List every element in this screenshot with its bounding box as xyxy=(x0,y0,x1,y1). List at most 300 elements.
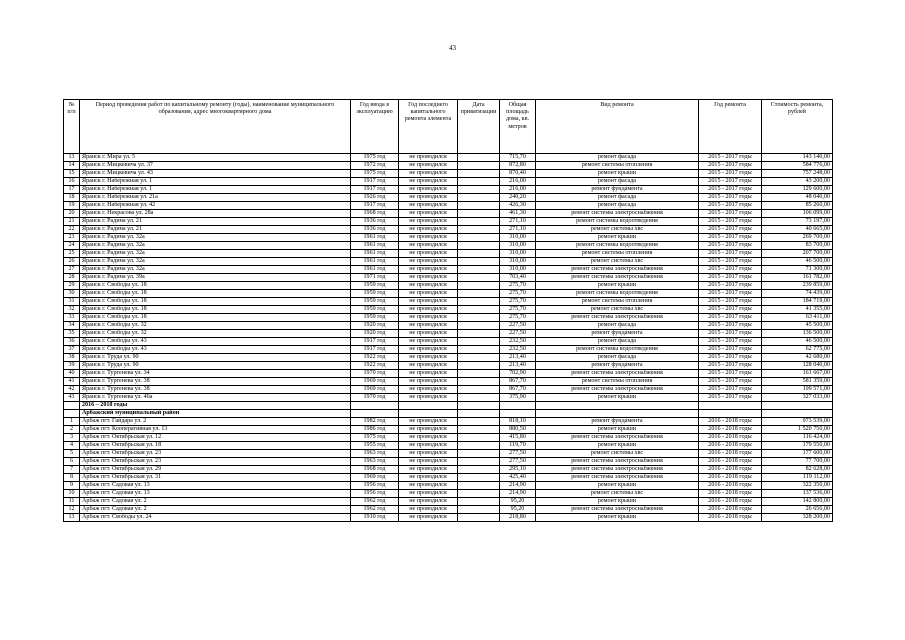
cell-repair-years xyxy=(699,402,762,410)
cell-address: Яранск г. Набережная ул. 1 xyxy=(80,178,351,186)
cell-cost: 62 775,00 xyxy=(762,346,833,354)
cell-cost: 40 665,00 xyxy=(762,226,833,234)
cell-cost: 73 197,00 xyxy=(762,218,833,226)
cell-num: 9 xyxy=(64,482,80,490)
cell-address: Яранск г. Радина ул. 32а xyxy=(80,234,351,242)
cell-year-built xyxy=(351,410,399,418)
cell-address: Арбаж пгт. Октябрьская ул. 18 xyxy=(80,442,351,450)
cell-address: Яранск г. Тургенева ул. 38 xyxy=(80,378,351,386)
cell-year-built: 1975 год xyxy=(351,170,399,178)
header-area: Общая площадь дома, кв. метров xyxy=(500,100,536,154)
cell-num: 21 xyxy=(64,218,80,226)
cell-privatization xyxy=(458,426,500,434)
cell-year-built: 1956 год xyxy=(351,490,399,498)
cell-year-built: 1959 год xyxy=(351,298,399,306)
cell-area: 702,90 xyxy=(500,370,536,378)
section-row xyxy=(64,410,833,418)
cell-privatization xyxy=(458,514,500,522)
cell-area: 95,20 xyxy=(500,498,536,506)
cell-repair-years: 2015 - 2017 годы xyxy=(699,194,762,202)
cell-privatization xyxy=(458,314,500,322)
cell-cost: 136 500,00 xyxy=(762,330,833,338)
table-row xyxy=(64,346,833,354)
cell-num: 13 xyxy=(64,514,80,522)
cell-repair-type: ремонт системы отопления xyxy=(536,378,699,386)
table-row xyxy=(64,434,833,442)
cell-area: 216,00 xyxy=(500,178,536,186)
cell-area xyxy=(500,402,536,410)
cell-year-built: 1956 год xyxy=(351,482,399,490)
cell-area: 867,70 xyxy=(500,386,536,394)
cell-num: 36 xyxy=(64,338,80,346)
cell-cost xyxy=(762,410,833,418)
cell-year-built: 1955 год xyxy=(351,442,399,450)
cell-repair-type: ремонт крыши xyxy=(536,442,699,450)
cell-address: Яранск г. Некрасова ул. 28а xyxy=(80,210,351,218)
cell-repair-years: 2015 - 2017 годы xyxy=(699,330,762,338)
cell-area: 426,30 xyxy=(500,202,536,210)
cell-privatization xyxy=(458,298,500,306)
header-repair-type: Вид ремонта xyxy=(536,100,699,154)
cell-num: 22 xyxy=(64,226,80,234)
cell-privatization xyxy=(458,218,500,226)
table-row xyxy=(64,282,833,290)
cell-year-built: 1982 год xyxy=(351,418,399,426)
cell-cost: 184 719,00 xyxy=(762,298,833,306)
cell-privatization xyxy=(458,498,500,506)
cell-address: Арбаж пгт. Гайдара ул. 2 xyxy=(80,418,351,426)
cell-year-built: 1959 год xyxy=(351,282,399,290)
table-row xyxy=(64,466,833,474)
cell-cost: 119 112,00 xyxy=(762,474,833,482)
cell-repair-years: 2015 - 2017 годы xyxy=(699,346,762,354)
cell-last-repair: не проводился xyxy=(399,362,458,370)
page-number: 43 xyxy=(449,44,456,52)
cell-privatization xyxy=(458,194,500,202)
cell-area: 818,10 xyxy=(500,418,536,426)
cell-area: 214,90 xyxy=(500,482,536,490)
cell-repair-years: 2016 - 2018 годы xyxy=(699,490,762,498)
table-row xyxy=(64,250,833,258)
cell-num: 20 xyxy=(64,210,80,218)
cell-repair-years: 2015 - 2017 годы xyxy=(699,386,762,394)
cell-address: Арбаж пгт. Садовая ул. 2 xyxy=(80,506,351,514)
cell-privatization xyxy=(458,466,500,474)
cell-area: 119,70 xyxy=(500,442,536,450)
cell-repair-type: ремонт фасада xyxy=(536,202,699,210)
cell-repair-type: ремонт фундамента xyxy=(536,362,699,370)
cell-repair-type: ремонт крыши xyxy=(536,170,699,178)
cell-last-repair: не проводился xyxy=(399,282,458,290)
cell-cost: 85 260,00 xyxy=(762,202,833,210)
cell-repair-type: ремонт фасада xyxy=(536,178,699,186)
header-last-repair: Год последнего капитального ремонта элемента xyxy=(399,100,458,154)
cell-repair-type: ремонт фасада xyxy=(536,154,699,162)
cell-num: 32 xyxy=(64,306,80,314)
cell-repair-type: ремонт системы электроснабжения xyxy=(536,386,699,394)
cell-repair-type: ремонт системы хвс xyxy=(536,226,699,234)
cell-num: 19 xyxy=(64,202,80,210)
cell-cost: 63 411,00 xyxy=(762,314,833,322)
cell-cost: 143 140,00 xyxy=(762,154,833,162)
table-row xyxy=(64,338,833,346)
cell-cost: 177 600,00 xyxy=(762,450,833,458)
cell-repair-years: 2015 - 2017 годы xyxy=(699,170,762,178)
cell-repair-type: ремонт крыши xyxy=(536,498,699,506)
cell-repair-years: 2016 - 2018 годы xyxy=(699,458,762,466)
cell-privatization xyxy=(458,282,500,290)
cell-area: 277,50 xyxy=(500,458,536,466)
cell-repair-years: 2015 - 2017 годы xyxy=(699,338,762,346)
cell-repair-years: 2016 - 2018 годы xyxy=(699,418,762,426)
table-row xyxy=(64,226,833,234)
cell-privatization xyxy=(458,402,500,410)
cell-cost: 199 571,00 xyxy=(762,386,833,394)
cell-year-built: 1922 год xyxy=(351,354,399,362)
cell-area: 271,10 xyxy=(500,226,536,234)
cell-cost: 41 355,00 xyxy=(762,306,833,314)
cell-cost: 43 200,00 xyxy=(762,178,833,186)
table-row xyxy=(64,218,833,226)
cell-year-built: 1917 год xyxy=(351,346,399,354)
cell-repair-years: 2015 - 2017 годы xyxy=(699,306,762,314)
table-row xyxy=(64,394,833,402)
cell-year-built: 1975 год xyxy=(351,154,399,162)
cell-num: 31 xyxy=(64,298,80,306)
cell-num: 42 xyxy=(64,386,80,394)
cell-year-built: 1969 год xyxy=(351,474,399,482)
cell-area: 227,50 xyxy=(500,322,536,330)
cell-address: Арбаж пгт. Октябрьская ул. 23 xyxy=(80,450,351,458)
cell-cost: 328 200,00 xyxy=(762,514,833,522)
cell-address: Яранск г. Свободы ул. 18 xyxy=(80,314,351,322)
cell-privatization xyxy=(458,186,500,194)
cell-repair-years: 2015 - 2017 годы xyxy=(699,266,762,274)
cell-privatization xyxy=(458,370,500,378)
cell-privatization xyxy=(458,346,500,354)
cell-cost: 142 800,00 xyxy=(762,498,833,506)
cell-num: 41 xyxy=(64,378,80,386)
cell-last-repair: не проводился xyxy=(399,154,458,162)
cell-repair-years: 2015 - 2017 годы xyxy=(699,370,762,378)
cell-address: Яранск г. Свободы ул. 43 xyxy=(80,338,351,346)
cell-last-repair: не проводился xyxy=(399,442,458,450)
cell-cost: 82 628,00 xyxy=(762,466,833,474)
cell-privatization xyxy=(458,162,500,170)
cell-cost: 77 700,00 xyxy=(762,458,833,466)
cell-num: 29 xyxy=(64,282,80,290)
cell-year-built: 1970 год xyxy=(351,394,399,402)
cell-last-repair: не проводился xyxy=(399,386,458,394)
cell-num: 37 xyxy=(64,346,80,354)
cell-address: Яранск г. Радина ул. 32а xyxy=(80,266,351,274)
cell-repair-years: 2015 - 2017 годы xyxy=(699,378,762,386)
cell-last-repair: не проводился xyxy=(399,186,458,194)
cell-area: 240,20 xyxy=(500,194,536,202)
cell-cost: 74 439,00 xyxy=(762,290,833,298)
cell-last-repair: не проводился xyxy=(399,322,458,330)
cell-num: 3 xyxy=(64,434,80,442)
cell-num: 28 xyxy=(64,274,80,282)
cell-area: 275,70 xyxy=(500,298,536,306)
cell-cost: 179 550,00 xyxy=(762,442,833,450)
cell-year-built: 1910 год xyxy=(351,514,399,522)
cell-year-built: 1920 год xyxy=(351,330,399,338)
cell-cost: 584 776,00 xyxy=(762,162,833,170)
cell-last-repair: не проводился xyxy=(399,234,458,242)
cell-last-repair: не проводился xyxy=(399,274,458,282)
cell-area: 703,40 xyxy=(500,274,536,282)
cell-year-built: 1926 год xyxy=(351,194,399,202)
cell-repair-type: ремонт фасада xyxy=(536,322,699,330)
cell-year-built xyxy=(351,402,399,410)
cell-last-repair: не проводился xyxy=(399,226,458,234)
cell-num: 1 xyxy=(64,418,80,426)
cell-cost: 322 350,00 xyxy=(762,482,833,490)
cell-repair-years: 2016 - 2018 годы xyxy=(699,442,762,450)
cell-num: 38 xyxy=(64,354,80,362)
cell-num: 34 xyxy=(64,322,80,330)
cell-num: 6 xyxy=(64,458,80,466)
cell-area: 213,40 xyxy=(500,354,536,362)
cell-privatization xyxy=(458,458,500,466)
cell-num: 25 xyxy=(64,250,80,258)
cell-address: Яранск г. Набережная ул. 21а xyxy=(80,194,351,202)
cell-privatization xyxy=(458,410,500,418)
table-row xyxy=(64,234,833,242)
cell-repair-type: ремонт системы хвс xyxy=(536,490,699,498)
cell-cost: 581 359,00 xyxy=(762,378,833,386)
cell-repair-years: 2015 - 2017 годы xyxy=(699,250,762,258)
cell-last-repair: не проводился xyxy=(399,170,458,178)
cell-last-repair: не проводился xyxy=(399,250,458,258)
cell-area: 310,00 xyxy=(500,266,536,274)
cell-last-repair: не проводился xyxy=(399,202,458,210)
cell-repair-type: ремонт фасада xyxy=(536,194,699,202)
cell-repair-years: 2015 - 2017 годы xyxy=(699,314,762,322)
cell-last-repair: не проводился xyxy=(399,354,458,362)
cell-cost: 26 656,00 xyxy=(762,506,833,514)
cell-privatization xyxy=(458,474,500,482)
cell-repair-type: ремонт крыши xyxy=(536,394,699,402)
cell-address: Яранск г. Труда ул. 90 xyxy=(80,362,351,370)
table-header xyxy=(64,100,833,154)
cell-privatization xyxy=(458,490,500,498)
cell-repair-years: 2015 - 2017 годы xyxy=(699,362,762,370)
cell-privatization xyxy=(458,226,500,234)
cell-last-repair: не проводился xyxy=(399,434,458,442)
table-row xyxy=(64,170,833,178)
table-row xyxy=(64,266,833,274)
cell-last-repair: не проводился xyxy=(399,290,458,298)
cell-privatization xyxy=(458,178,500,186)
cell-cost: 128 040,00 xyxy=(762,362,833,370)
cell-address: Арбаж пгт. Садовая ул. 2 xyxy=(80,498,351,506)
cell-year-built: 1936 год xyxy=(351,218,399,226)
header-year-built: Год ввода в эксплуатацию xyxy=(351,100,399,154)
table-row xyxy=(64,154,833,162)
cell-privatization xyxy=(458,322,500,330)
cell-last-repair: не проводился xyxy=(399,378,458,386)
cell-num: 16 xyxy=(64,178,80,186)
cell-area: 461,30 xyxy=(500,210,536,218)
cell-num: 7 xyxy=(64,466,80,474)
cell-num: 26 xyxy=(64,258,80,266)
cell-area: 275,70 xyxy=(500,282,536,290)
cell-address: Яранск г. Набережная ул. 42 xyxy=(80,202,351,210)
cell-address: Яранск г. Тургенева ул. 46а xyxy=(80,394,351,402)
header-repair-years: Год ремонта xyxy=(699,100,762,154)
cell-privatization xyxy=(458,258,500,266)
cell-repair-years: 2015 - 2017 годы xyxy=(699,178,762,186)
cell-area: 232,50 xyxy=(500,346,536,354)
cell-last-repair: не проводился xyxy=(399,450,458,458)
table-row xyxy=(64,370,833,378)
cell-num: 18 xyxy=(64,194,80,202)
header-cost: Стоимость ремонта, рублей xyxy=(762,100,833,154)
cell-repair-years: 2015 - 2017 годы xyxy=(699,234,762,242)
cell-address: Яранск г. Мицкевича ул. 43 xyxy=(80,170,351,178)
cell-privatization xyxy=(458,234,500,242)
cell-address: Яранск г. Радина ул. 32а xyxy=(80,258,351,266)
cell-repair-type: ремонт системы электроснабжения xyxy=(536,474,699,482)
cell-year-built: 1917 год xyxy=(351,202,399,210)
cell-area: 216,00 xyxy=(500,186,536,194)
cell-cost: 1 520 750,00 xyxy=(762,426,833,434)
cell-last-repair: не проводился xyxy=(399,210,458,218)
cell-last-repair xyxy=(399,410,458,418)
cell-cost: 327 033,00 xyxy=(762,394,833,402)
cell-repair-type: ремонт системы электроснабжения xyxy=(536,458,699,466)
cell-privatization xyxy=(458,210,500,218)
cell-address: Яранск г. Свободы ул. 18 xyxy=(80,290,351,298)
cell-last-repair: не проводился xyxy=(399,306,458,314)
cell-privatization xyxy=(458,394,500,402)
cell-repair-years: 2015 - 2017 годы xyxy=(699,394,762,402)
cell-repair-type: ремонт фундамента xyxy=(536,418,699,426)
cell-area: 218,80 xyxy=(500,514,536,522)
cell-last-repair: не проводился xyxy=(399,506,458,514)
cell-repair-type: ремонт крыши xyxy=(536,426,699,434)
cell-num: 12 xyxy=(64,506,80,514)
cell-area: 271,10 xyxy=(500,218,536,226)
cell-repair-years: 2015 - 2017 годы xyxy=(699,186,762,194)
table-row xyxy=(64,330,833,338)
cell-cost: 269 700,00 xyxy=(762,234,833,242)
cell-repair-type: ремонт системы электроснабжения xyxy=(536,370,699,378)
table-row xyxy=(64,178,833,186)
cell-num: 30 xyxy=(64,290,80,298)
cell-repair-years: 2016 - 2018 годы xyxy=(699,474,762,482)
cell-year-built: 1971 год xyxy=(351,274,399,282)
cell-address: Арбаж пгт. Октябрьская ул. 31 xyxy=(80,474,351,482)
cell-repair-years: 2015 - 2017 годы xyxy=(699,298,762,306)
cell-address: Яранск г. Свободы ул. 32 xyxy=(80,330,351,338)
cell-privatization xyxy=(458,330,500,338)
cell-cost: 42 680,00 xyxy=(762,354,833,362)
cell-cost: 71 300,00 xyxy=(762,266,833,274)
cell-area: 227,50 xyxy=(500,330,536,338)
cell-num: 17 xyxy=(64,186,80,194)
table-row xyxy=(64,354,833,362)
cell-repair-type: ремонт системы водоотведения xyxy=(536,242,699,250)
cell-year-built: 1969 год xyxy=(351,378,399,386)
cell-last-repair: не проводился xyxy=(399,218,458,226)
cell-address: Яранск г. Радина ул. 32а xyxy=(80,242,351,250)
cell-address: Арбаж пгт. Октябрьская ул. 23 xyxy=(80,458,351,466)
cell-last-repair: не проводился xyxy=(399,330,458,338)
cell-last-repair: не проводился xyxy=(399,266,458,274)
cell-repair-type: ремонт системы водоотведения xyxy=(536,346,699,354)
cell-last-repair: не проводился xyxy=(399,242,458,250)
cell-area: 425,40 xyxy=(500,474,536,482)
cell-area: 310,00 xyxy=(500,250,536,258)
cell-area: 415,80 xyxy=(500,434,536,442)
cell-cost: 46 500,00 xyxy=(762,258,833,266)
cell-repair-type: ремонт фундамента xyxy=(536,330,699,338)
cell-repair-type: ремонт системы электроснабжения xyxy=(536,266,699,274)
table-row xyxy=(64,258,833,266)
cell-num: 35 xyxy=(64,330,80,338)
section-title: Арбажский муниципальный район xyxy=(80,410,351,418)
table-row xyxy=(64,490,833,498)
cell-num: 10 xyxy=(64,490,80,498)
cell-cost: 83 700,00 xyxy=(762,242,833,250)
cell-last-repair: не проводился xyxy=(399,498,458,506)
table-row xyxy=(64,242,833,250)
cell-privatization xyxy=(458,378,500,386)
cell-year-built: 1959 год xyxy=(351,314,399,322)
cell-cost: 137 536,00 xyxy=(762,490,833,498)
cell-privatization xyxy=(458,450,500,458)
cell-repair-years: 2015 - 2017 годы xyxy=(699,282,762,290)
cell-area: 214,90 xyxy=(500,490,536,498)
cell-address: Яранск г. Радина ул. 32а xyxy=(80,250,351,258)
cell-address: Яранск г. Свободы ул. 18 xyxy=(80,298,351,306)
cell-last-repair: не проводился xyxy=(399,162,458,170)
table-row xyxy=(64,442,833,450)
cell-last-repair xyxy=(399,402,458,410)
cell-area: 310,00 xyxy=(500,242,536,250)
cell-repair-years: 2016 - 2018 годы xyxy=(699,514,762,522)
cell-privatization xyxy=(458,170,500,178)
table-row xyxy=(64,186,833,194)
cell-area: 375,90 xyxy=(500,394,536,402)
cell-address: Арбаж пгт. Октябрьская ул. 29 xyxy=(80,466,351,474)
cell-area: 95,20 xyxy=(500,506,536,514)
cell-repair-type: ремонт системы электроснабжения xyxy=(536,314,699,322)
cell-address: Яранск г. Радина ул. 21 xyxy=(80,226,351,234)
cell-repair-years: 2015 - 2017 годы xyxy=(699,354,762,362)
cell-repair-type: ремонт крыши xyxy=(536,482,699,490)
cell-last-repair: не проводился xyxy=(399,394,458,402)
cell-repair-type: ремонт системы отопления xyxy=(536,298,699,306)
cell-address: Яранск г. Радина ул. 21 xyxy=(80,218,351,226)
cell-year-built: 1936 год xyxy=(351,226,399,234)
table-row xyxy=(64,418,833,426)
table-row xyxy=(64,306,833,314)
cell-repair-years: 2016 - 2018 годы xyxy=(699,450,762,458)
cell-year-built: 1963 год xyxy=(351,450,399,458)
cell-last-repair: не проводился xyxy=(399,314,458,322)
cell-address: Яранск г. Мицкевича ул. 37 xyxy=(80,162,351,170)
cell-privatization xyxy=(458,202,500,210)
table-row xyxy=(64,514,833,522)
cell-last-repair: не проводился xyxy=(399,346,458,354)
cell-privatization xyxy=(458,482,500,490)
cell-address: Яранск г. Мира ул. 5 xyxy=(80,154,351,162)
cell-repair-years: 2015 - 2017 годы xyxy=(699,154,762,162)
